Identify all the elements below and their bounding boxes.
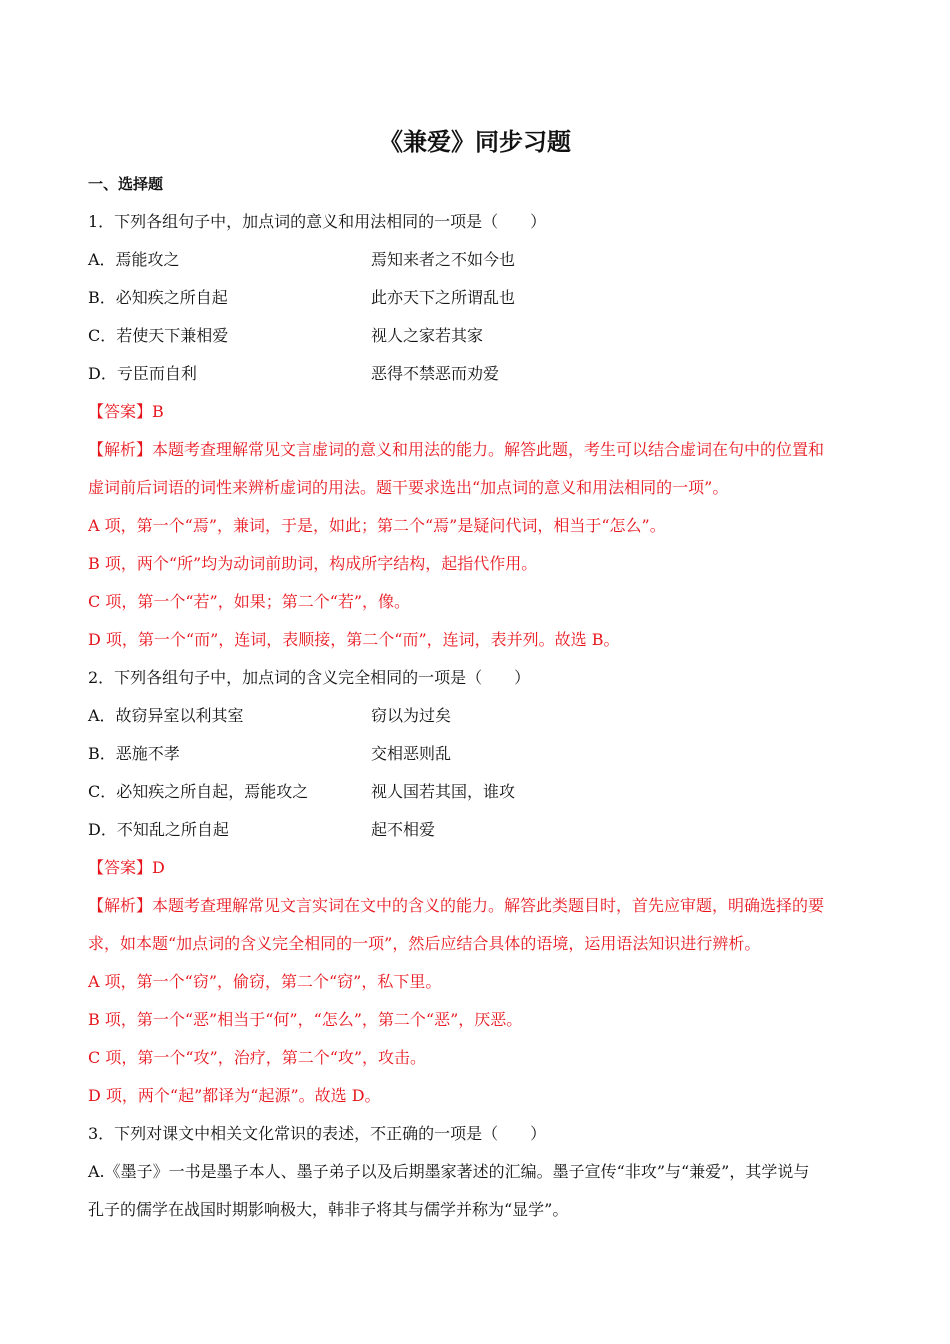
q2-stem: 2．下列各组句子中，加点词的含义完全相同的一项是（ ） (88, 668, 531, 687)
q1-option-d-left: D．亏臣而自利 (88, 364, 197, 383)
q2-analysis-d: D 项，两个“起”都译为“起源”。故选 D。 (88, 1086, 381, 1105)
q1-analysis-line1: 【解析】本题考查理解常见文言虚词的意义和用法的能力。解答此题，考生可以结合虚词在句中的位置和 (88, 440, 825, 459)
q2-answer: 【答案】D (88, 858, 165, 877)
q3-option-a-line1: A.《墨子》一书是墨子本人、墨子弟子以及后期墨家著述的汇编。墨子宣传“非攻”与“兼爱”，其学说与 (88, 1162, 810, 1181)
q2-analysis-line1: 【解析】本题考查理解常见文言实词在文中的含义的能力。解答此类题目时，首先应审题，明确选择的要 (88, 896, 825, 915)
q2-option-b-left: B．恶施不孝 (88, 744, 180, 763)
page-title: 《兼爱》同步习题 (379, 128, 571, 156)
q1-option-c-right: 视人之家若其家 (371, 326, 484, 345)
q2-option-d-right: 起不相爱 (371, 820, 436, 839)
section-heading: 一、选择题 (88, 175, 164, 193)
q2-analysis-a: A 项，第一个“窃”，偷窃，第二个“窃”，私下里。 (88, 972, 442, 991)
q1-option-b-right: 此亦天下之所谓乱也 (371, 288, 516, 307)
q2-analysis-line2: 求，如本题“加点词的含义完全相同的一项”，然后应结合具体的语境，运用语法知识进行辨析。 (88, 934, 761, 953)
q1-analysis-c: C 项，第一个“若”，如果；第二个“若”，像。 (88, 592, 411, 611)
q1-option-b-left: B．必知疾之所自起 (88, 288, 228, 307)
q1-option-d-right: 恶得不禁恶而劝爱 (371, 364, 500, 383)
q1-answer: 【答案】B (88, 402, 164, 421)
q2-option-d-left: D．不知乱之所自起 (88, 820, 229, 839)
q2-option-c-right: 视人国若其国，谁攻 (371, 782, 516, 801)
q2-option-c-left: C．必知疾之所自起，焉能攻之 (88, 782, 309, 801)
q2-analysis-c: C 项，第一个“攻”，治疗，第二个“攻”，攻击。 (88, 1048, 427, 1067)
q1-analysis-line2: 虚词前后词语的词性来辨析虚词的用法。题干要求选出“加点词的意义和用法相同的一项”。 (88, 478, 729, 497)
q3-option-a-line2: 孔子的儒学在战国时期影响极大，韩非子将其与儒学并称为“显学”。 (88, 1200, 569, 1219)
q2-analysis-b: B 项，第一个“恶”相当于“何”，“怎么”，第二个“恶”，厌恶。 (88, 1010, 523, 1029)
q1-analysis-d: D 项，第一个“而”，连词，表顺接，第二个“而”，连词，表并列。故选 B。 (88, 630, 620, 649)
q1-stem: 1．下列各组句子中，加点词的意义和用法相同的一项是（ ） (88, 212, 547, 231)
q2-option-a-left: A．故窃异室以利其室 (88, 706, 244, 725)
q3-stem: 3．下列对课文中相关文化常识的表述，不正确的一项是（ ） (88, 1124, 547, 1143)
q2-option-a-right: 窃以为过矣 (371, 706, 452, 725)
q1-analysis-b: B 项，两个“所”均为动词前助词，构成所字结构，起指代作用。 (88, 554, 538, 573)
q1-option-c-left: C．若使天下兼相爱 (88, 326, 229, 345)
q1-option-a-right: 焉知来者之不如今也 (371, 250, 516, 269)
q2-option-b-right: 交相恶则乱 (371, 744, 452, 763)
q1-analysis-a: A 项，第一个“焉”，兼词，于是，如此；第二个“焉”是疑问代词，相当于“怎么”。 (88, 516, 666, 535)
q1-option-a-left: A．焉能攻之 (88, 250, 180, 269)
